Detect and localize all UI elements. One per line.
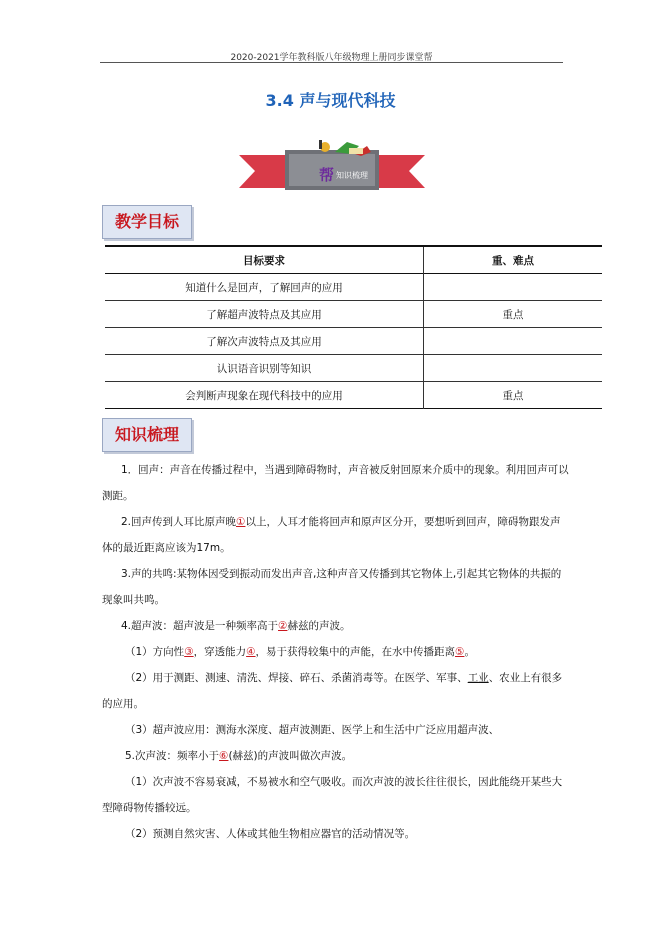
- underlined-industry: 工业: [467, 672, 489, 684]
- goal-cell: 知道什么是回声，了解回声的应用: [105, 274, 424, 301]
- key-cell: 重点: [502, 308, 524, 321]
- point-ultrasound: 4.超声波：超声波是一种频率高于②赫兹的声波。: [121, 620, 351, 632]
- table-row: [105, 355, 602, 382]
- table-row: [105, 382, 602, 409]
- point-echo-distance: 2.回声传到人耳比原声晚①以上，人耳才能将回声和原声区分开，要想听到回声，障碍物跟发声体的最近距离应该为17m。: [102, 516, 561, 554]
- goal-cell: 了解超声波特点及其应用: [105, 301, 424, 328]
- goal-cell: 会判断声现象在现代科技中的应用: [105, 382, 424, 409]
- key-cell: [424, 328, 603, 355]
- table-row: [105, 274, 602, 301]
- point-infrasound-properties: （1）次声波不容易衰减，不易被水和空气吸收。而次声波的波长往往很长，因此能绕开某些大型障碍物传播较远。: [102, 776, 563, 814]
- goal-cell: 了解次声波特点及其应用: [105, 328, 424, 355]
- page-title: 3.4 声与现代科技: [265, 91, 396, 110]
- key-cell: [424, 274, 603, 301]
- key-cell: 重点: [502, 389, 524, 402]
- point-resonance: 3.声的共鸣:某物体因受到振动而发出声音,这种声音又传播到其它物体上,引起其它物体的共振的现象叫共鸣。: [102, 568, 562, 606]
- point-ultrasound-uses: （2）用于测距、测速、清洗、焊接、碎石、杀菌消毒等。在医学、军事、工业、农业上有很多的应用。: [102, 672, 563, 710]
- table-row: [105, 301, 602, 328]
- goals-table: [105, 245, 602, 409]
- table-row: [105, 328, 602, 355]
- point-echo: 1．回声：声音在传播过程中，当遇到障碍物时，声音被反射回原来介质中的现象。利用回声可以测距。: [102, 464, 569, 502]
- key-cell: [424, 355, 603, 382]
- section-banner: [239, 140, 425, 200]
- banner-label: 知识梳理: [336, 171, 368, 180]
- blank-1: ①: [236, 516, 246, 528]
- blank-5: ⑤: [455, 646, 465, 658]
- header-rule: [100, 62, 563, 63]
- table-header-row: [105, 246, 602, 274]
- blank-2: ②: [278, 620, 288, 632]
- blank-4: ④: [246, 646, 256, 658]
- knowledge-body: [102, 457, 570, 847]
- blank-3: ③: [184, 646, 194, 658]
- section-heading-knowledge: 知识梳理: [102, 418, 192, 452]
- point-ultrasound-properties: （1）方向性③，穿透能力④，易于获得较集中的声能，在水中传播距离⑤。: [125, 646, 475, 658]
- column-header-goal: 目标要求: [105, 246, 424, 274]
- point-ultrasound-applications: （3）超声波应用：测海水深度、超声波测距、医学上和生活中广泛应用超声波、: [125, 724, 500, 736]
- goal-cell: 认识语音识别等知识: [105, 355, 424, 382]
- section-heading-goals: 教学目标: [102, 205, 192, 239]
- point-infrasound: 5.次声波：频率小于⑥(赫兹)的声波叫做次声波。: [125, 750, 353, 762]
- column-header-key: 重、难点: [492, 254, 534, 267]
- page-header: 2020-2021学年教科版八年级物理上册同步课堂帮: [230, 53, 433, 63]
- point-infrasound-uses: （2）预测自然灾害、人体或其他生物相应器官的活动情况等。: [125, 828, 416, 840]
- blank-6: ⑥: [219, 750, 229, 762]
- banner-char: 帮: [319, 166, 335, 184]
